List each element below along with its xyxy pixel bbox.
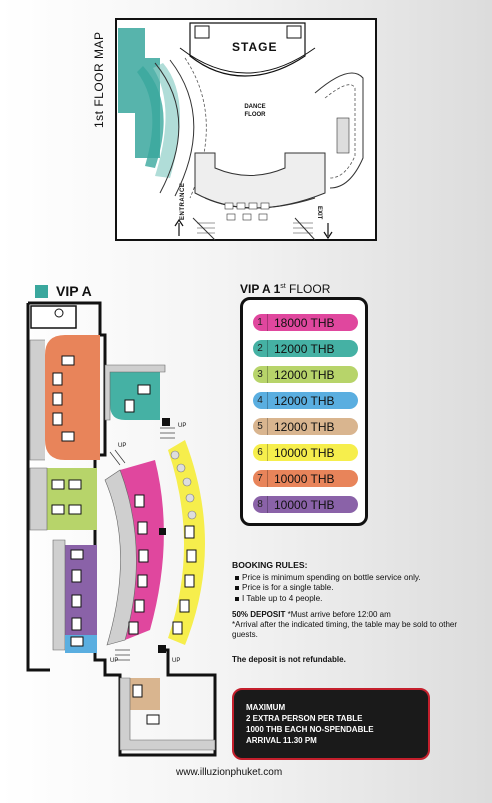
entrance-label: ENTRANCE — [180, 182, 186, 220]
maximum-info-box — [232, 688, 430, 760]
price-item: 8 10000 THB — [253, 496, 358, 513]
arrival-note: *Arrival after the indicated timing, the table may be sold to other guests. — [232, 620, 458, 639]
vip-color-square — [35, 285, 48, 298]
price-item: 4 12000 THB — [253, 392, 358, 409]
vip-a-floor-plan — [25, 300, 230, 760]
price-heading: VIP A 1st FLOOR — [240, 282, 331, 296]
max-line: MAXIMUM — [246, 703, 286, 712]
price-item: 2 12000 THB — [253, 340, 358, 357]
up-label: UP — [118, 443, 127, 449]
rule-item: Price is minimum spending on bottle service only. — [232, 573, 482, 584]
up-label: UP — [110, 658, 119, 664]
max-line: 2 EXTRA PERSON PER TABLE — [246, 714, 363, 723]
max-line: ARRIVAL 11.30 PM — [246, 736, 317, 745]
floor-map-title: 1st FLOOR MAP — [92, 31, 106, 128]
exit-label: EXIT — [316, 206, 322, 220]
up-label: UP — [178, 423, 187, 429]
dance-floor-label: DANCE FLOOR — [244, 104, 266, 118]
price-item: 7 10000 THB — [253, 470, 358, 487]
up-label: UP — [172, 658, 181, 664]
price-item: 1 18000 THB — [253, 314, 358, 331]
booking-rules — [232, 560, 482, 604]
vip-a-title — [35, 283, 92, 299]
price-item: 5 12000 THB — [253, 418, 358, 435]
price-item: 3 12000 THB — [253, 366, 358, 383]
website-link[interactable]: www.illuzionphuket.com — [176, 767, 283, 778]
booking-rules-heading: BOOKING RULES: — [232, 560, 308, 570]
rule-item: Price is for a single table. — [232, 583, 482, 594]
price-item: 6 10000 THB — [253, 444, 358, 461]
stage-label: STAGE — [232, 40, 278, 54]
max-line: 1000 THB EACH NO-SPENDABLE — [246, 725, 374, 734]
deposit-note: 50% DEPOSIT *Must arrive before 12:00 am *Arrival after the indicated timing, the table may be sold to other guests. — [232, 610, 458, 639]
price-panel — [240, 297, 368, 526]
rule-item: I Table up to 4 people. — [232, 594, 482, 605]
non-refundable-note: The deposit is not refundable. — [232, 655, 346, 664]
vip-title-text: VIP A — [56, 283, 92, 299]
